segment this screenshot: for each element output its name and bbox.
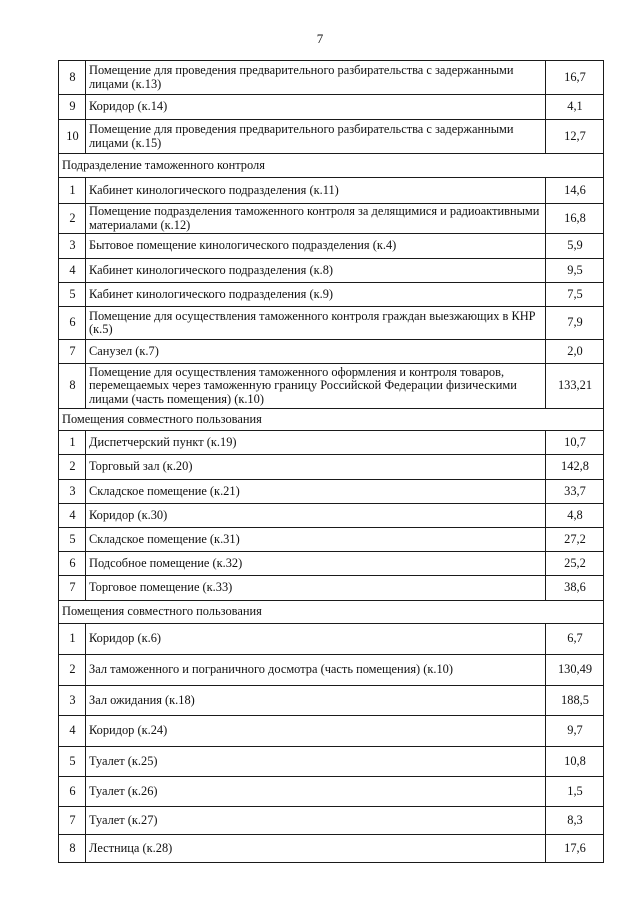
table-row (59, 178, 604, 204)
room-area: 7,5 (546, 283, 604, 307)
table-row (59, 120, 604, 154)
room-area: 17,6 (546, 835, 604, 863)
room-area: 10,7 (546, 431, 604, 455)
room-name: Туалет (к.25) (86, 747, 546, 777)
row-number: 4 (59, 504, 86, 528)
section-row (59, 154, 604, 178)
room-area: 7,9 (546, 307, 604, 340)
row-number: 8 (59, 835, 86, 863)
room-name: Складское помещение (к.31) (86, 528, 546, 552)
room-name: Лестница (к.28) (86, 835, 546, 863)
row-number: 8 (59, 364, 86, 409)
page-number: 7 (316, 31, 324, 46)
room-name: Туалет (к.26) (86, 777, 546, 807)
table-row (59, 576, 604, 601)
row-number: 4 (59, 716, 86, 747)
table-row (59, 234, 604, 259)
room-area: 33,7 (546, 480, 604, 504)
table-row (59, 455, 604, 480)
room-area: 4,1 (546, 95, 604, 120)
table-row (59, 835, 604, 863)
table-row (59, 480, 604, 504)
room-name: Торговый зал (к.20) (86, 455, 546, 480)
table-row (59, 777, 604, 807)
room-name: Помещение для осуществления таможенного контроля граждан выезжающих в КНР (к.5) (86, 307, 546, 340)
room-area: 8,3 (546, 807, 604, 835)
table-row (59, 716, 604, 747)
table-row (59, 504, 604, 528)
row-number: 5 (59, 747, 86, 777)
room-area: 16,8 (546, 204, 604, 234)
premises-table (58, 60, 604, 863)
room-name: Санузел (к.7) (86, 340, 546, 364)
room-area: 10,8 (546, 747, 604, 777)
room-name: Зал таможенного и пограничного досмотра (часть помещения) (к.10) (86, 655, 546, 686)
row-number: 3 (59, 234, 86, 259)
room-area: 14,6 (546, 178, 604, 204)
section-row (59, 601, 604, 624)
room-name: Туалет (к.27) (86, 807, 546, 835)
room-name: Кабинет кинологического подразделения (к.8) (86, 259, 546, 283)
row-number: 7 (59, 576, 86, 601)
table-row (59, 552, 604, 576)
room-area: 12,7 (546, 120, 604, 154)
row-number: 1 (59, 178, 86, 204)
room-area: 9,7 (546, 716, 604, 747)
room-name: Подсобное помещение (к.32) (86, 552, 546, 576)
table-row (59, 259, 604, 283)
room-name: Коридор (к.6) (86, 624, 546, 655)
row-number: 6 (59, 777, 86, 807)
room-name: Складское помещение (к.21) (86, 480, 546, 504)
row-number: 3 (59, 480, 86, 504)
row-number: 10 (59, 120, 86, 154)
row-number: 9 (59, 95, 86, 120)
room-area: 6,7 (546, 624, 604, 655)
room-name: Помещение для проведения предварительного разбирательства с задержанными лицами (к.13) (86, 61, 546, 95)
table-row (59, 283, 604, 307)
row-number: 5 (59, 283, 86, 307)
room-name: Бытовое помещение кинологического подразделения (к.4) (86, 234, 546, 259)
row-number: 6 (59, 307, 86, 340)
row-number: 6 (59, 552, 86, 576)
table-row (59, 747, 604, 777)
row-number: 4 (59, 259, 86, 283)
table-row (59, 624, 604, 655)
section-title: Помещения совместного пользования (59, 409, 604, 431)
table-row (59, 655, 604, 686)
room-name: Торговое помещение (к.33) (86, 576, 546, 601)
room-area: 142,8 (546, 455, 604, 480)
table-row (59, 528, 604, 552)
row-number: 5 (59, 528, 86, 552)
table-row (59, 204, 604, 234)
room-area: 38,6 (546, 576, 604, 601)
room-area: 27,2 (546, 528, 604, 552)
room-area: 1,5 (546, 777, 604, 807)
table-row (59, 431, 604, 455)
row-number: 2 (59, 204, 86, 234)
room-name: Коридор (к.24) (86, 716, 546, 747)
row-number: 1 (59, 431, 86, 455)
row-number: 3 (59, 686, 86, 716)
room-area: 133,21 (546, 364, 604, 409)
row-number: 7 (59, 807, 86, 835)
room-area: 16,7 (546, 61, 604, 95)
section-title: Подразделение таможенного контроля (59, 154, 604, 178)
section-title: Помещения совместного пользования (59, 601, 604, 624)
room-name: Помещение для осуществления таможенного оформления и контроля товаров, перемещаемых через таможенную границу Российской Федерации физическими лицами (часть помещения) (к.10) (86, 364, 546, 409)
section-row (59, 409, 604, 431)
table-row (59, 340, 604, 364)
row-number: 2 (59, 455, 86, 480)
table-row (59, 307, 604, 340)
table-row (59, 807, 604, 835)
room-name: Помещение подразделения таможенного контроля за делящимися и радиоактивными материалами (к.12) (86, 204, 546, 234)
room-name: Зал ожидания (к.18) (86, 686, 546, 716)
room-name: Помещение для проведения предварительного разбирательства с задержанными лицами (к.15) (86, 120, 546, 154)
row-number: 7 (59, 340, 86, 364)
room-area: 25,2 (546, 552, 604, 576)
room-area: 130,49 (546, 655, 604, 686)
room-area: 4,8 (546, 504, 604, 528)
row-number: 8 (59, 61, 86, 95)
table-row (59, 686, 604, 716)
room-area: 5,9 (546, 234, 604, 259)
table-row (59, 61, 604, 95)
room-area: 9,5 (546, 259, 604, 283)
room-name: Коридор (к.14) (86, 95, 546, 120)
room-name: Кабинет кинологического подразделения (к.9) (86, 283, 546, 307)
room-area: 188,5 (546, 686, 604, 716)
room-name: Кабинет кинологического подразделения (к.11) (86, 178, 546, 204)
row-number: 1 (59, 624, 86, 655)
room-area: 2,0 (546, 340, 604, 364)
room-name: Коридор (к.30) (86, 504, 546, 528)
room-name: Диспетчерский пункт (к.19) (86, 431, 546, 455)
row-number: 2 (59, 655, 86, 686)
table-row (59, 95, 604, 120)
table-row (59, 364, 604, 409)
